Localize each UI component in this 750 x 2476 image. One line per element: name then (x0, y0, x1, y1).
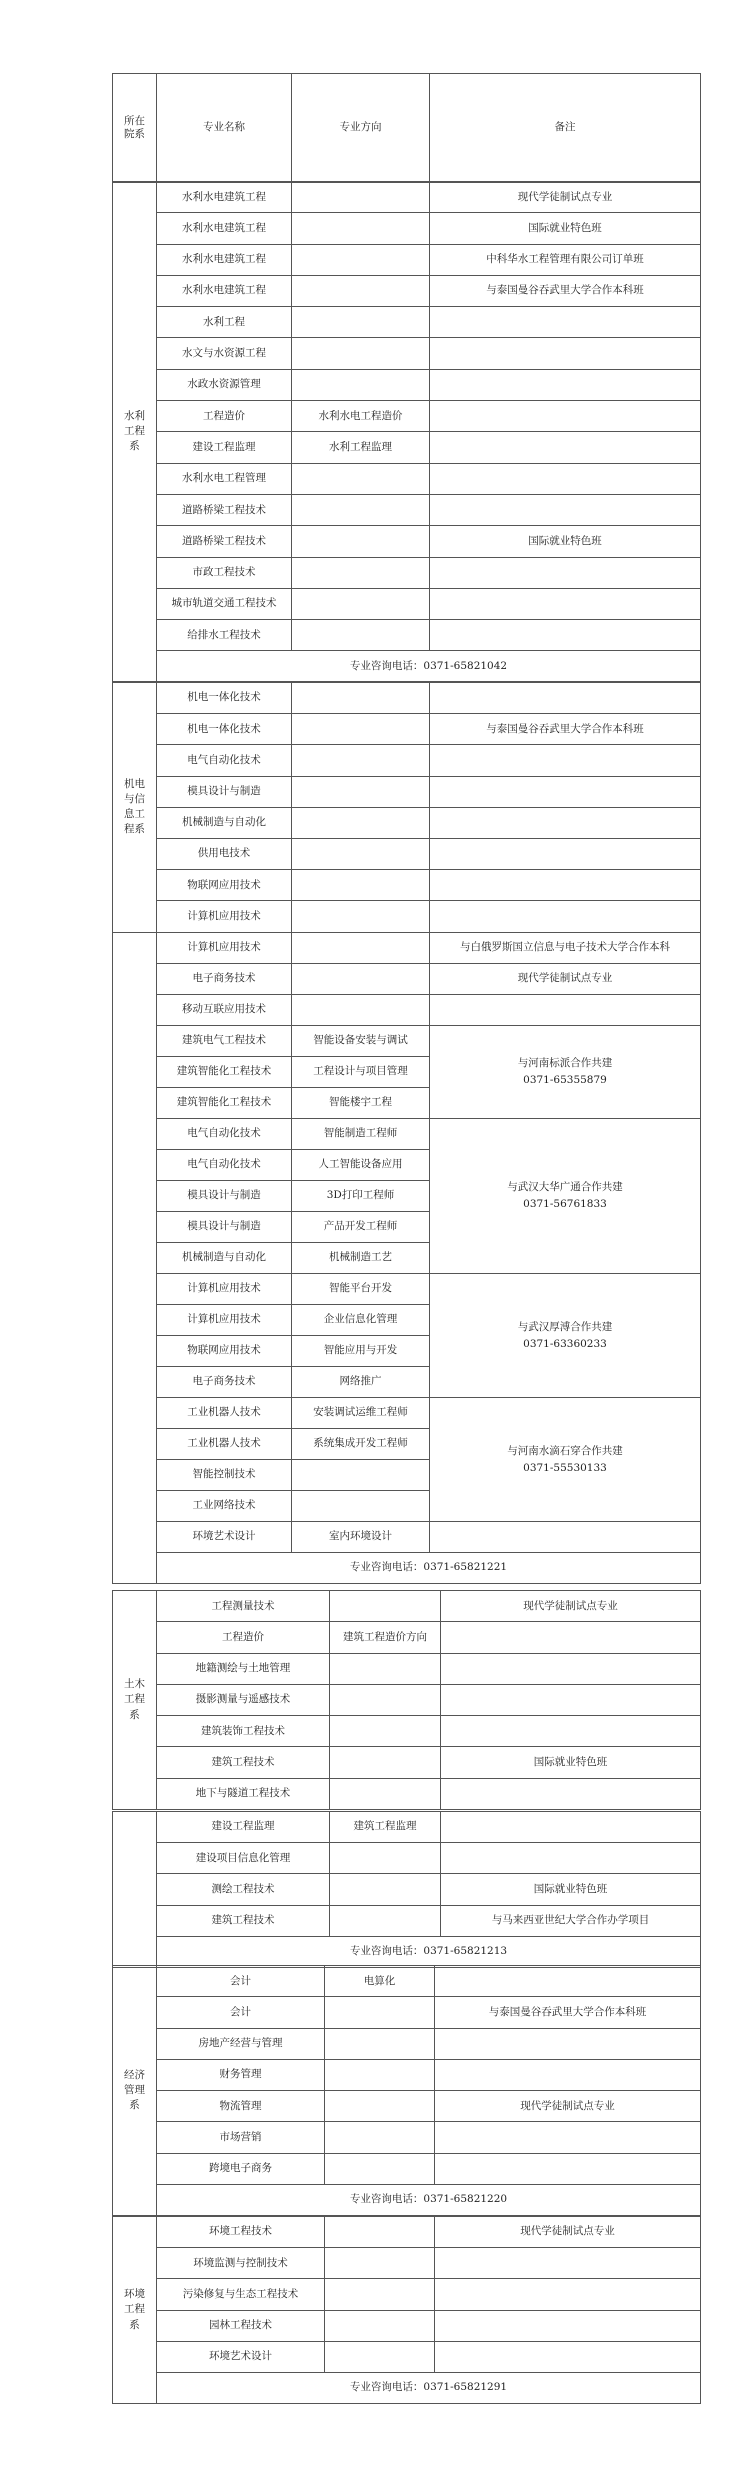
table-row (113, 307, 701, 338)
table-row (113, 588, 701, 619)
major-note (435, 2279, 701, 2310)
major-name: 计算机应用技术 (157, 1305, 292, 1336)
major-note (430, 494, 701, 525)
major-name: 建筑智能化工程技术 (157, 1088, 292, 1119)
major-name: 建设工程监理 (157, 1812, 330, 1843)
section-mechatronics-continued (112, 932, 701, 1584)
major-name: 工业机器人技术 (157, 1429, 292, 1460)
major-direction (292, 494, 430, 525)
header-note: 备注 (430, 74, 701, 183)
major-direction: 智能制造工程师 (292, 1119, 430, 1150)
major-direction (325, 1997, 435, 2028)
department-blank (113, 933, 157, 1584)
table-row (113, 870, 701, 901)
table-row (113, 2217, 701, 2248)
table-row (113, 432, 701, 463)
major-note (430, 776, 701, 807)
major-name: 计算机应用技术 (157, 901, 292, 932)
table-row (113, 401, 701, 432)
table-row (113, 1119, 701, 1150)
table-row (113, 1622, 701, 1653)
major-name: 水利水电工程管理 (157, 463, 292, 494)
table-row (113, 338, 701, 369)
partner-phone: 0371-63360233 (523, 1337, 607, 1350)
major-note: 现代学徒制试点专业 (435, 2091, 701, 2122)
major-direction: 产品开发工程师 (292, 1212, 430, 1243)
major-note: 与泰国曼谷吞武里大学合作本科班 (430, 275, 701, 306)
major-direction (292, 933, 430, 964)
major-direction (292, 182, 430, 213)
section-civil-continued (112, 1811, 701, 1968)
major-note (435, 2341, 701, 2372)
major-note (430, 870, 701, 901)
major-name: 移动互联应用技术 (157, 995, 292, 1026)
major-note (435, 2153, 701, 2184)
table-row (113, 714, 701, 745)
header-dept: 所在院系 (113, 74, 157, 183)
consult-phone-row (113, 2185, 701, 2216)
major-name: 水政水资源管理 (157, 369, 292, 400)
major-name: 建设工程监理 (157, 432, 292, 463)
table-row (113, 776, 701, 807)
table-row (113, 2122, 701, 2153)
major-name: 污染修复与生态工程技术 (157, 2279, 325, 2310)
header-direction: 专业方向 (292, 74, 430, 183)
major-name: 工程测量技术 (157, 1591, 330, 1622)
table-row (113, 1778, 701, 1809)
major-name: 建筑工程技术 (157, 1747, 330, 1778)
major-name: 建筑工程技术 (157, 1905, 330, 1936)
major-note (430, 1522, 701, 1553)
major-direction: 机械制造工艺 (292, 1243, 430, 1274)
major-name: 机电一体化技术 (157, 714, 292, 745)
table-row (113, 2279, 701, 2310)
major-name: 城市轨道交通工程技术 (157, 588, 292, 619)
major-direction: 3D打印工程师 (292, 1181, 430, 1212)
table-row (113, 1716, 701, 1747)
major-note (430, 588, 701, 619)
major-direction (292, 870, 430, 901)
major-direction (292, 620, 430, 651)
major-note (430, 838, 701, 869)
consult-phone: 专业咨询电话：0371-65821220 (157, 2185, 701, 2216)
major-direction (292, 838, 430, 869)
major-direction (325, 2122, 435, 2153)
major-direction (292, 213, 430, 244)
department-name: 水利工程系 (113, 182, 157, 682)
major-name: 模具设计与制造 (157, 1181, 292, 1212)
major-direction (330, 1874, 441, 1905)
major-name: 电气自动化技术 (157, 745, 292, 776)
major-name: 给排水工程技术 (157, 620, 292, 651)
major-direction (292, 463, 430, 494)
major-direction (330, 1747, 441, 1778)
major-direction (292, 244, 430, 275)
major-note (430, 401, 701, 432)
major-name: 电气自动化技术 (157, 1119, 292, 1150)
major-name: 水文与水资源工程 (157, 338, 292, 369)
partner-name: 与武汉厚溥合作共建 (517, 1320, 613, 1333)
table-row (113, 933, 701, 964)
major-name: 建筑装饰工程技术 (157, 1716, 330, 1747)
table-row (113, 838, 701, 869)
partner-name: 与武汉大华广通合作共建 (507, 1181, 623, 1194)
major-name: 会计 (157, 1997, 325, 2028)
table-row (113, 1843, 701, 1874)
table-row (113, 1812, 701, 1843)
major-name: 电子商务技术 (157, 964, 292, 995)
major-direction: 智能楼宇工程 (292, 1088, 430, 1119)
major-direction (292, 807, 430, 838)
major-note (430, 807, 701, 838)
major-direction (325, 2091, 435, 2122)
table-row (113, 964, 701, 995)
major-note (435, 2122, 701, 2153)
major-note (435, 2310, 701, 2341)
major-direction (292, 995, 430, 1026)
partner-phone: 0371-65355879 (523, 1074, 607, 1086)
partner-phone: 0371-55530133 (523, 1461, 607, 1474)
major-name: 工业机器人技术 (157, 1398, 292, 1429)
major-direction (292, 588, 430, 619)
major-name: 工程造价 (157, 1622, 330, 1653)
major-name: 水利水电建筑工程 (157, 275, 292, 306)
major-direction: 工程设计与项目管理 (292, 1057, 430, 1088)
major-name: 建筑智能化工程技术 (157, 1057, 292, 1088)
major-direction (292, 557, 430, 588)
major-direction: 智能平台开发 (292, 1274, 430, 1305)
consult-phone-row (113, 651, 701, 682)
major-direction (325, 2310, 435, 2341)
section-mechatronics (112, 682, 701, 933)
major-direction: 安装调试运维工程师 (292, 1398, 430, 1429)
table-row (113, 1684, 701, 1715)
major-name: 模具设计与制造 (157, 776, 292, 807)
major-note (430, 557, 701, 588)
partner-note (430, 1119, 701, 1274)
major-note: 国际就业特色班 (430, 526, 701, 557)
consult-phone: 专业咨询电话：0371-65821221 (157, 1553, 701, 1584)
major-name: 电子商务技术 (157, 1367, 292, 1398)
major-name: 物联网应用技术 (157, 870, 292, 901)
major-direction: 智能设备安装与调试 (292, 1026, 430, 1057)
table-row (113, 2248, 701, 2279)
major-direction: 网络推广 (292, 1367, 430, 1398)
department-name: 经济管理系 (113, 1966, 157, 2216)
major-name: 财务管理 (157, 2059, 325, 2090)
major-name: 物联网应用技术 (157, 1336, 292, 1367)
major-name: 水利工程 (157, 307, 292, 338)
department-name: 机电与信息工程系 (113, 683, 157, 933)
table-row (113, 1874, 701, 1905)
major-note (435, 1966, 701, 1997)
major-note: 国际就业特色班 (430, 213, 701, 244)
table-row (113, 557, 701, 588)
table-row (113, 2310, 701, 2341)
consult-phone-row (113, 1936, 701, 1967)
table-row (113, 1274, 701, 1305)
major-note (430, 338, 701, 369)
major-note (441, 1684, 701, 1715)
consult-phone: 专业咨询电话：0371-65821213 (157, 1936, 701, 1967)
table-row (113, 275, 701, 306)
major-direction (292, 964, 430, 995)
header-table (112, 73, 701, 183)
major-note: 中科华水工程管理有限公司订单班 (430, 244, 701, 275)
major-note (430, 432, 701, 463)
major-note: 现代学徒制试点专业 (441, 1591, 701, 1622)
major-name: 跨境电子商务 (157, 2153, 325, 2184)
table-row (113, 526, 701, 557)
major-direction (330, 1905, 441, 1936)
consult-phone-row (113, 1553, 701, 1584)
major-direction: 建筑工程造价方向 (330, 1622, 441, 1653)
major-direction (292, 338, 430, 369)
table-row (113, 369, 701, 400)
table-row (113, 1905, 701, 1936)
major-name: 建筑电气工程技术 (157, 1026, 292, 1057)
table-row (113, 2028, 701, 2059)
major-name: 机械制造与自动化 (157, 1243, 292, 1274)
table-row (113, 1747, 701, 1778)
major-direction (325, 2153, 435, 2184)
major-direction (330, 1591, 441, 1622)
major-note (430, 683, 701, 714)
table-row (113, 2091, 701, 2122)
header-major: 专业名称 (157, 74, 292, 183)
major-name: 机械制造与自动化 (157, 807, 292, 838)
major-note (441, 1778, 701, 1809)
table-row (113, 1026, 701, 1057)
major-name: 道路桥梁工程技术 (157, 526, 292, 557)
major-name: 会计 (157, 1966, 325, 1997)
major-direction (325, 2248, 435, 2279)
major-direction (330, 1716, 441, 1747)
major-direction (325, 2028, 435, 2059)
major-note (430, 620, 701, 651)
consult-phone: 专业咨询电话：0371-65821291 (157, 2372, 701, 2403)
table-row (113, 745, 701, 776)
major-note (441, 1653, 701, 1684)
major-note (435, 2059, 701, 2090)
major-note (435, 2028, 701, 2059)
major-name: 测绘工程技术 (157, 1874, 330, 1905)
major-name: 地下与隧道工程技术 (157, 1778, 330, 1809)
table-row (113, 1522, 701, 1553)
major-name: 道路桥梁工程技术 (157, 494, 292, 525)
major-name: 计算机应用技术 (157, 933, 292, 964)
table-row (113, 2059, 701, 2090)
major-note (441, 1716, 701, 1747)
major-direction (330, 1684, 441, 1715)
major-name: 市场营销 (157, 2122, 325, 2153)
major-note (430, 307, 701, 338)
major-name: 水利水电建筑工程 (157, 213, 292, 244)
major-note: 国际就业特色班 (441, 1874, 701, 1905)
major-direction (330, 1843, 441, 1874)
major-name: 工业网络技术 (157, 1491, 292, 1522)
major-direction: 系统集成开发工程师 (292, 1429, 430, 1460)
major-note: 与泰国曼谷吞武里大学合作本科班 (435, 1997, 701, 2028)
major-note (430, 901, 701, 932)
major-direction: 人工智能设备应用 (292, 1150, 430, 1181)
major-direction (325, 2341, 435, 2372)
table-row (113, 2341, 701, 2372)
major-direction: 建筑工程监理 (330, 1812, 441, 1843)
partner-name: 与河南水滴石穿合作共建 (507, 1444, 623, 1457)
major-note: 与白俄罗斯国立信息与电子技术大学合作本科 (430, 933, 701, 964)
consult-phone: 专业咨询电话：0371-65821042 (157, 651, 701, 682)
major-direction (292, 1460, 430, 1491)
consult-phone-row (113, 2372, 701, 2403)
major-direction (292, 901, 430, 932)
table-row (113, 1398, 701, 1429)
major-direction (292, 1491, 430, 1522)
major-note (430, 995, 701, 1026)
major-direction (330, 1778, 441, 1809)
table-row (113, 244, 701, 275)
major-name: 计算机应用技术 (157, 1274, 292, 1305)
major-note (441, 1622, 701, 1653)
major-note: 现代学徒制试点专业 (430, 964, 701, 995)
table-row (113, 620, 701, 651)
table-row (113, 901, 701, 932)
major-name: 园林工程技术 (157, 2310, 325, 2341)
table-row (113, 807, 701, 838)
major-name: 市政工程技术 (157, 557, 292, 588)
partner-note (430, 1398, 701, 1522)
table-row (113, 1966, 701, 1997)
major-direction: 水利工程监理 (292, 432, 430, 463)
major-direction (292, 307, 430, 338)
major-note: 现代学徒制试点专业 (430, 182, 701, 213)
major-direction (330, 1653, 441, 1684)
major-direction: 电算化 (325, 1966, 435, 1997)
major-name: 摄影测量与遥感技术 (157, 1684, 330, 1715)
major-note (430, 745, 701, 776)
department-name: 环境工程系 (113, 2217, 157, 2404)
major-note: 与泰国曼谷吞武里大学合作本科班 (430, 714, 701, 745)
major-direction: 企业信息化管理 (292, 1305, 430, 1336)
table-row (113, 2153, 701, 2184)
major-direction: 智能应用与开发 (292, 1336, 430, 1367)
major-name: 智能控制技术 (157, 1460, 292, 1491)
major-name: 机电一体化技术 (157, 683, 292, 714)
section-civil-engineering (112, 1590, 701, 1810)
major-direction (325, 2059, 435, 2090)
table-row (113, 494, 701, 525)
department-name: 土木工程系 (113, 1591, 157, 1810)
major-direction (292, 776, 430, 807)
major-note (430, 369, 701, 400)
major-direction (292, 369, 430, 400)
major-direction (292, 526, 430, 557)
major-direction (292, 714, 430, 745)
table-row (113, 995, 701, 1026)
table-row (113, 182, 701, 213)
major-direction (325, 2279, 435, 2310)
major-note (441, 1812, 701, 1843)
major-name: 模具设计与制造 (157, 1212, 292, 1243)
major-name: 物流管理 (157, 2091, 325, 2122)
major-name: 工程造价 (157, 401, 292, 432)
section-environmental-engineering (112, 2216, 701, 2404)
partner-note (430, 1026, 701, 1119)
major-note (441, 1843, 701, 1874)
major-name: 环境工程技术 (157, 2217, 325, 2248)
major-name: 地籍测绘与土地管理 (157, 1653, 330, 1684)
table-row (113, 1591, 701, 1622)
major-direction (292, 683, 430, 714)
section-economic-management (112, 1965, 701, 2216)
table-row (113, 213, 701, 244)
major-note (430, 463, 701, 494)
major-direction: 室内环境设计 (292, 1522, 430, 1553)
table-row (113, 683, 701, 714)
partner-phone: 0371-56761833 (523, 1198, 607, 1210)
major-name: 电气自动化技术 (157, 1150, 292, 1181)
major-name: 环境艺术设计 (157, 2341, 325, 2372)
major-direction: 水利水电工程造价 (292, 401, 430, 432)
major-note: 国际就业特色班 (441, 1747, 701, 1778)
major-name: 建设项目信息化管理 (157, 1843, 330, 1874)
table-row (113, 1653, 701, 1684)
table-row (113, 1997, 701, 2028)
major-direction (325, 2217, 435, 2248)
section-water-engineering (112, 181, 701, 682)
department-blank (113, 1812, 157, 1968)
major-note (435, 2248, 701, 2279)
major-direction (292, 745, 430, 776)
major-name: 供用电技术 (157, 838, 292, 869)
major-name: 水利水电建筑工程 (157, 182, 292, 213)
major-name: 水利水电建筑工程 (157, 244, 292, 275)
major-name: 环境艺术设计 (157, 1522, 292, 1553)
major-note: 与马来西亚世纪大学合作办学项目 (441, 1905, 701, 1936)
major-note: 现代学徒制试点专业 (435, 2217, 701, 2248)
major-name: 房地产经营与管理 (157, 2028, 325, 2059)
partner-note (430, 1274, 701, 1398)
table-row (113, 463, 701, 494)
major-direction (292, 275, 430, 306)
major-name: 环境监测与控制技术 (157, 2248, 325, 2279)
partner-name: 与河南标派合作共建 (517, 1057, 613, 1070)
